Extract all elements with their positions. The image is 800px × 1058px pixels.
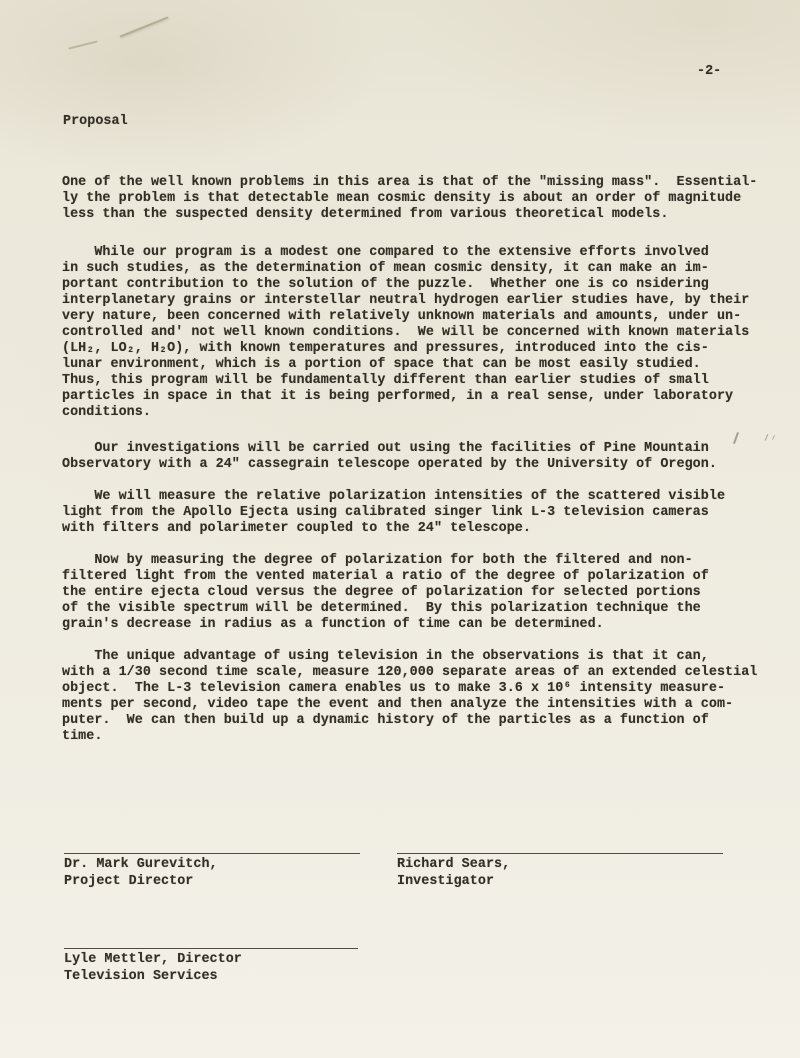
text-line: While our program is a modest one compared to the extensive efforts involved bbox=[62, 245, 709, 260]
signature-rule-project-director bbox=[64, 853, 360, 854]
signature-block-investigator bbox=[397, 857, 510, 890]
paper-crease-mark-small bbox=[68, 40, 98, 49]
text-line: conditions. bbox=[62, 405, 151, 420]
text-line: ly the problem is that detectable mean cosmic density is about an order of magnitude bbox=[62, 191, 742, 206]
paper-crease-mark bbox=[120, 16, 169, 37]
text-line: Our investigations will be carried out using the facilities of Pine Mountain bbox=[62, 441, 709, 456]
text-line: The unique advantage of using television in the observations is that it can, bbox=[62, 649, 709, 664]
text-line: in such studies, as the determination of mean cosmic density, it can make an im- bbox=[62, 261, 709, 276]
text-line: filtered light from the vented material a ratio of the degree of polarization of bbox=[62, 569, 709, 584]
text-line: interplanetary grains or interstellar neutral hydrogen earlier studies have, by their bbox=[62, 293, 750, 308]
text-line: Observatory with a 24" cassegrain telescope operated by the University of Oregon. bbox=[62, 457, 717, 472]
paragraph-6 bbox=[62, 649, 757, 745]
page-number: -2- bbox=[697, 64, 722, 79]
text-line: ments per second, video tape the event and then analyze the intensities with a com- bbox=[62, 697, 734, 712]
text-line: puter. We can then build up a dynamic history of the particles as a function of bbox=[62, 713, 709, 728]
document-heading: Proposal bbox=[63, 114, 128, 129]
text-line: Thus, this program will be fundamentally different than earlier studies of small bbox=[62, 373, 709, 388]
text-line: with filters and polarimeter coupled to the 24" telescope. bbox=[62, 521, 531, 536]
signature-block-television-director bbox=[64, 952, 242, 985]
text-line: the entire ejecta cloud versus the degree of polarization for selected portions bbox=[62, 585, 701, 600]
signature-rule-television-director bbox=[64, 948, 358, 949]
signature-name: Richard Sears, bbox=[397, 857, 511, 872]
paragraph-3 bbox=[62, 441, 717, 473]
paragraph-5 bbox=[62, 553, 709, 633]
signature-rule-investigator bbox=[397, 853, 723, 854]
pencil-mark-tick-2 bbox=[772, 435, 775, 440]
text-line: grain's decrease in radius as a function of time can be determined. bbox=[62, 617, 604, 632]
text-line: object. The L-3 television camera enables us to make 3.6 x 10⁶ intensity measure- bbox=[62, 681, 726, 696]
paragraph-2 bbox=[62, 245, 749, 421]
signature-name: Dr. Mark Gurevitch, bbox=[64, 857, 218, 872]
text-line: Now by measuring the degree of polarization for both the filtered and non- bbox=[62, 553, 693, 568]
paragraph-4 bbox=[62, 489, 725, 537]
signature-block-project-director bbox=[64, 857, 218, 890]
pencil-mark-slash bbox=[733, 432, 739, 444]
text-line: lunar environment, which is a portion of space that can be most easily studied. bbox=[62, 357, 701, 372]
text-line: controlled and' not well known conditions. We will be concerned with known materials bbox=[62, 325, 750, 340]
text-line: (LH₂, LO₂, H₂O), with known temperatures and pressures, introduced into the cis- bbox=[62, 341, 709, 356]
text-line: We will measure the relative polarization intensities of the scattered visible bbox=[62, 489, 726, 504]
text-line: time. bbox=[62, 729, 103, 744]
text-line: of the visible spectrum will be determined. By this polarization technique the bbox=[62, 601, 701, 616]
pencil-mark-tick bbox=[765, 434, 769, 441]
signature-title: Investigator bbox=[397, 873, 495, 889]
text-line: One of the well known problems in this area is that of the "missing mass". Essential- bbox=[62, 175, 758, 190]
text-line: particles in space in that it is being performed, in a real sense, under laboratory bbox=[62, 389, 734, 404]
text-line: portant contribution to the solution of the puzzle. Whether one is co nsidering bbox=[62, 277, 709, 292]
signature-title: Television Services bbox=[64, 968, 218, 984]
signature-name: Lyle Mettler, Director bbox=[64, 952, 242, 967]
signature-title: Project Director bbox=[64, 873, 194, 889]
text-line: light from the Apollo Ejecta using calibrated singer link L-3 television cameras bbox=[62, 505, 709, 520]
paragraph-1 bbox=[62, 175, 757, 223]
text-line: less than the suspected density determined from various theoretical models. bbox=[62, 207, 669, 222]
text-line: very nature, been concerned with relatively unknown materials and amounts, under un- bbox=[62, 309, 742, 324]
text-line: with a 1/30 second time scale, measure 120,000 separate areas of an extended celestial bbox=[62, 665, 758, 680]
